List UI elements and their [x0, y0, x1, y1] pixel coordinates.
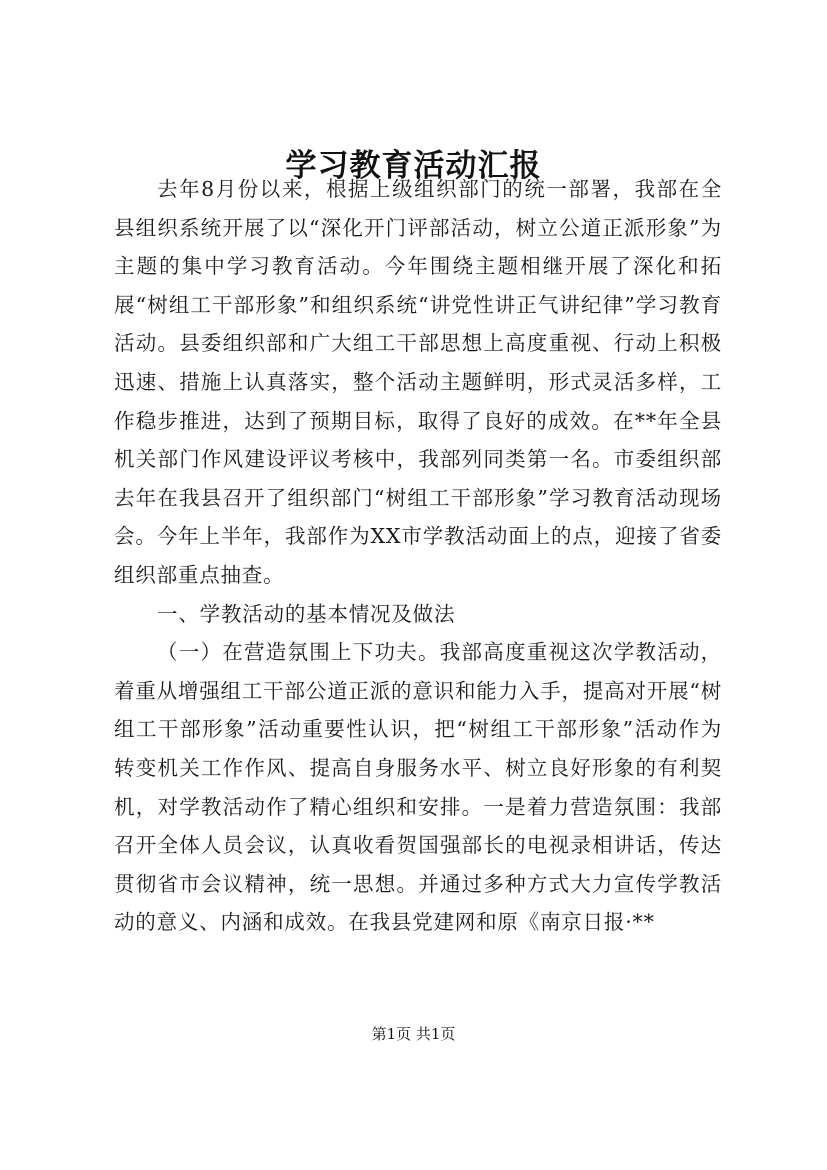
page-footer: 第1页 共1页 — [371, 1025, 456, 1043]
section-heading: 一、学教活动的基本情况及做法 — [157, 601, 456, 626]
subsection-paragraph: （一）在营造氛围上下功夫。我部高度重视这次学教活动，着重从增强组工干部公道正派的意识和能力入手，提高对开展“树组工干部形象”活动重要性认识，把“树组工干部形象”活动作为转变机关工作作风、提高自身服务水平、树立良好形象的有利契机，对学教活动作了精心组织和安排。一是着力营造氛围：我部召开全体人员会议，认真收看贺国强部长的电视录相讲话，传达贯彻省市会议精神，统一思想。并通过多种方式大力宣传学教活动的意义、内涵和成效。在我县党建网和原《南京日报·** — [114, 640, 722, 935]
document-title: 学习教育活动汇报 — [285, 148, 542, 184]
intro-paragraph: 去年8月份以来，根据上级组织部门的统一部署，我部在全县组织系统开展了以“深化开门评部活动，树立公道正派形象”为主题的集中学习教育活动。今年围绕主题相继开展了深化和拓展“树组工干部形象”和组织系统“讲党性讲正气讲纪律”学习教育活动。县委组织部和广大组工干部思想上高度重视、行动上积极迅速、措施上认真落实，整个活动主题鲜明，形式灵活多样，工作稳步推进，达到了预期目标，取得了良好的成效。在**年全县机关部门作风建设评议考核中，我部列同类第一名。市委组织部去年在我县召开了组织部门“树组工干部形象”学习教育活动现场会。今年上半年，我部作为XX市学教活动面上的点，迎接了省委组织部重点抽查。 — [114, 177, 722, 587]
document-body — [114, 170, 722, 942]
